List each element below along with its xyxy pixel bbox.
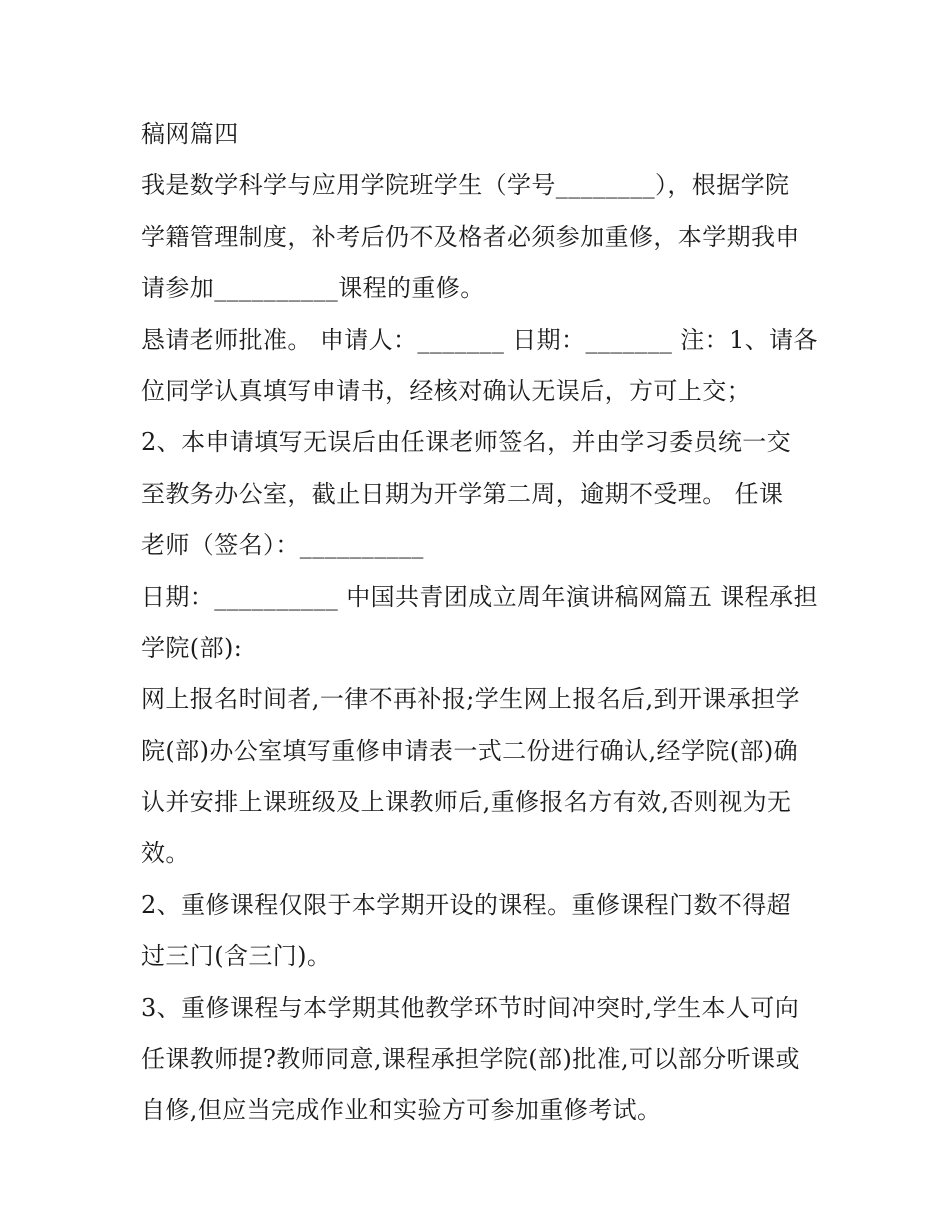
text-line: 认并安排上课班级及上课教师后,重修报名方有效,否则视为无 [141,788,792,817]
text-line: 恳请老师批准。 申请人：_______ 日期：_______ 注：1、请各 [141,325,818,354]
text-line: 学院(部): [141,633,243,662]
text-line: 2、重修课程仅限于本学期开设的课程。重修课程门数不得超 [141,890,792,919]
text-line: 3、重修课程与本学期其他教学环节时间冲突时,学生本人可向 [141,993,800,1022]
text-line: 位同学认真填写申请书，经核对确认无误后，方可上交； [141,376,751,405]
text-line: 我是数学科学与应用学院班学生（学号________），根据学院 [141,171,790,200]
text-line: 请参加__________课程的重修。 [141,274,485,303]
text-line: 2、本申请填写无误后由任课老师签名，并由学习委员统一交 [141,428,792,457]
text-line: 任课教师提?教师同意,课程承担学院(部)批准,可以部分听课或 [141,1045,800,1074]
text-line: 院(部)办公室填写重修申请表一式二份进行确认,经学院(部)确 [141,736,799,765]
text-line: 效。 [141,839,190,868]
text-line: 日期：__________ 中国共青团成立周年演讲稿网篇五 课程承担 [141,582,818,611]
text-line: 学籍管理制度，补考后仍不及格者必须参加重修，本学期我申 [141,222,800,251]
text-line: 网上报名时间者,一律不再补报;学生网上报名后,到开课承担学 [141,685,800,714]
text-line: 老师（签名）：__________ [141,531,424,560]
text-line: 过三门(含三门)。 [141,942,332,971]
text-line: 稿网篇四 [141,120,239,148]
text-line: 至教务办公室，截止日期为开学第二周，逾期不受理。 任课 [141,479,784,508]
document-body [141,109,821,1137]
text-line: 自修,但应当完成作业和实验方可参加重修考试。 [141,1096,662,1125]
